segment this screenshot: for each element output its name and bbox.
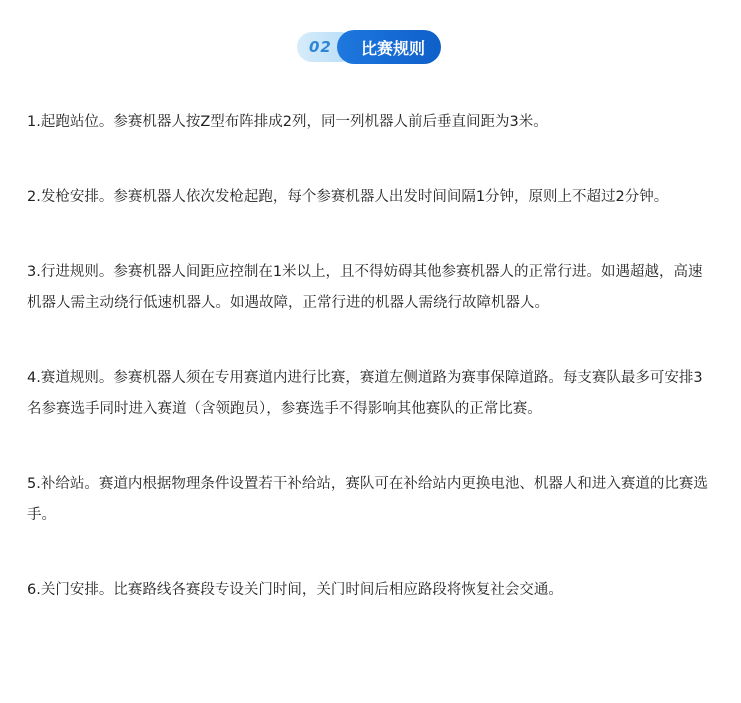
- rule-item: 1.起跑站位。参赛机器人按Z型布阵排成2列，同一列机器人前后垂直间距为3米。: [27, 114, 548, 130]
- rule-item: 3.行进规则。参赛机器人间距应控制在1米以上，且不得妨碍其他参赛机器人的正常行进。如遇超越，高速机器人需主动绕行低速机器人。如遇故障，正常行进的机器人需绕行故障机器人。: [27, 264, 703, 311]
- section-number: 02: [309, 38, 332, 56]
- rule-item: 2.发枪安排。参赛机器人依次发枪起跑，每个参赛机器人出发时间间隔1分钟，原则上不超过2分钟。: [27, 189, 669, 205]
- rule-item: 5.补给站。赛道内根据物理条件设置若干补给站，赛队可在补给站内更换电池、机器人和进入赛道的比赛选手。: [27, 476, 708, 523]
- section-title-badge: [337, 30, 441, 64]
- section-title: 比赛规则: [360, 38, 425, 58]
- rule-item: 4.赛道规则。参赛机器人须在专用赛道内进行比赛，赛道左侧道路为赛事保障道路。每支赛队最多可安排3名参赛选手同时进入赛道（含领跑员），参赛选手不得影响其他赛队的正常比赛。: [27, 370, 703, 417]
- rule-item: 6.关门安排。比赛路线各赛段专设关门时间，关门时间后相应路段将恢复社会交通。: [27, 582, 563, 598]
- rules-list: [27, 107, 717, 650]
- section-header: [297, 30, 441, 64]
